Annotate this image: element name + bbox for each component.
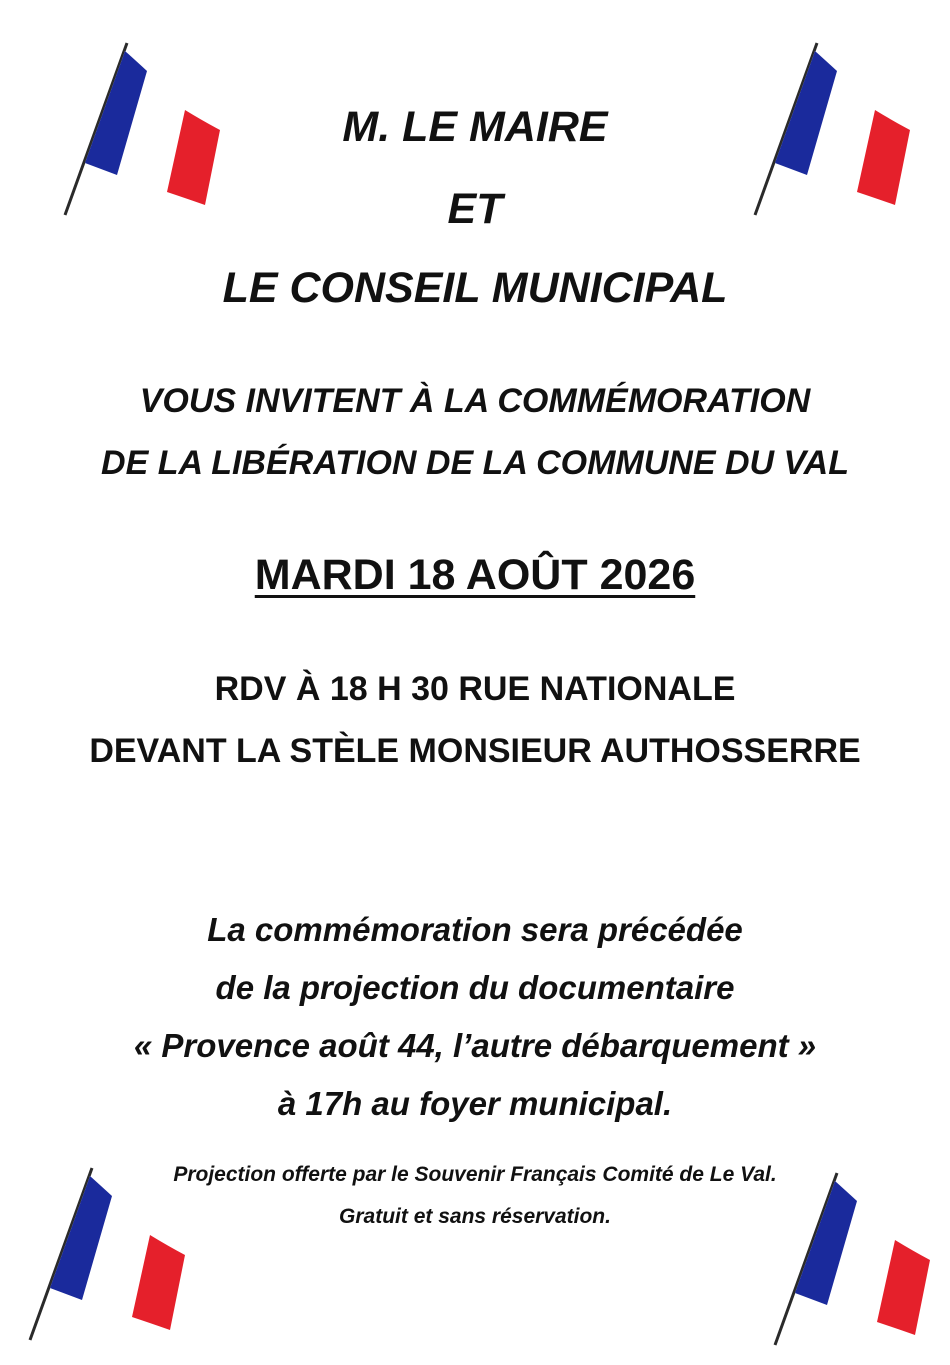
projection-line-4: à 17h au foyer municipal. (277, 1085, 673, 1122)
event-date: MARDI 18 AOÛT 2026 (254, 551, 696, 599)
meeting-line-2: DEVANT LA STÈLE MONSIEUR AUTHOSSERRE (89, 732, 861, 770)
header-line-mayor: M. LE MAIRE (342, 103, 608, 151)
invitation-line-2: DE LA LIBÉRATION DE LA COMMUNE DU VAL (101, 444, 849, 482)
projection-line-3: « Provence août 44, l’autre débarquement » (133, 1027, 817, 1064)
french-flag-icon (20, 1160, 200, 1360)
projection-line-1: La commémoration sera précédée (207, 911, 743, 948)
footer-line-2: Gratuit et sans réservation. (339, 1205, 611, 1228)
invitation-line-1: VOUS INVITENT À LA COMMÉMORATION (139, 382, 811, 420)
meeting-line-1: RDV À 18 H 30 RUE NATIONALE (214, 670, 736, 708)
french-flag-icon (765, 1165, 945, 1365)
footer-line-1: Projection offerte par le Souvenir Français Comité de Le Val. (173, 1163, 777, 1186)
projection-line-2: de la projection du documentaire (215, 969, 735, 1006)
header-line-and: ET (447, 185, 503, 233)
header-line-council: LE CONSEIL MUNICIPAL (222, 264, 728, 312)
